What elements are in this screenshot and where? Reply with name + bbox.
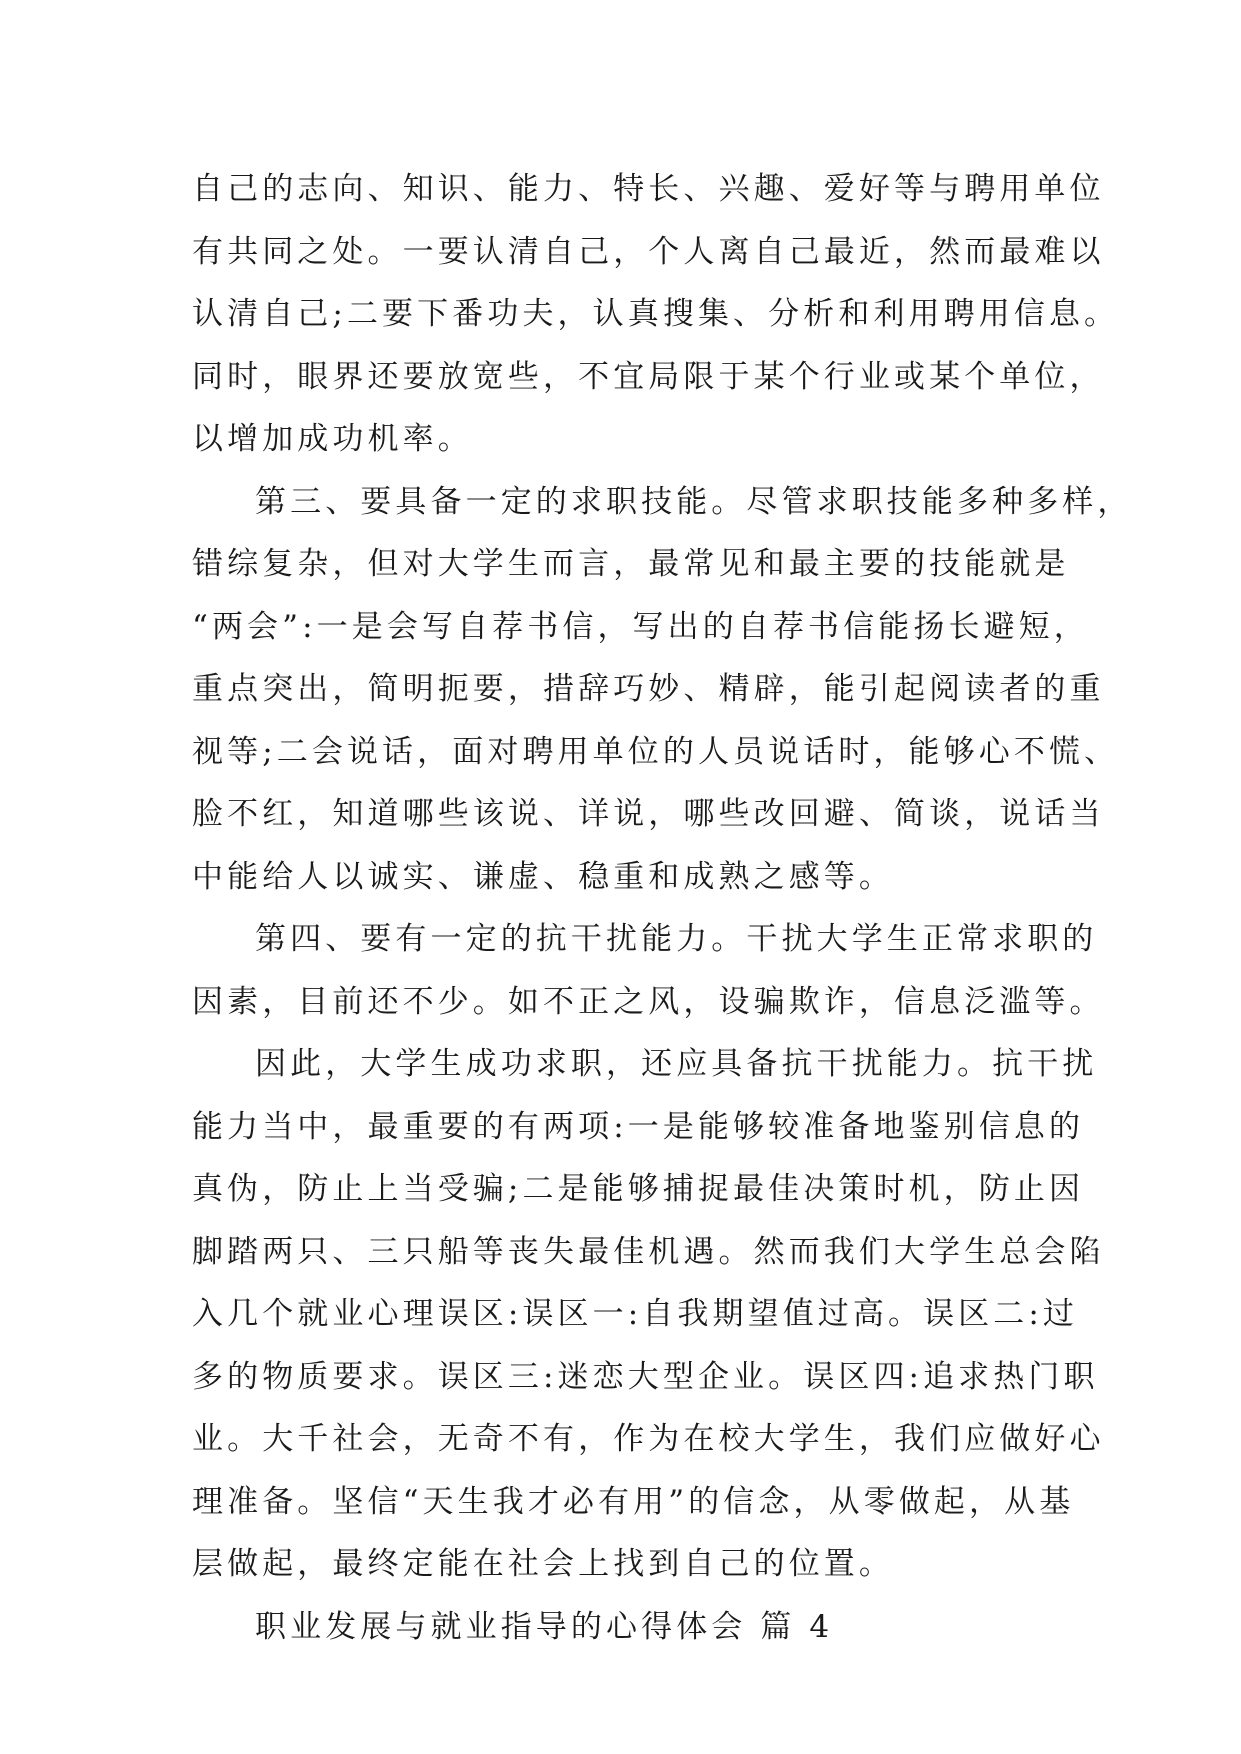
text-line: 入几个就业心理误区:误区一:自我期望值过高。误区二:过 [192,1296,1079,1332]
text-line: 视等;二会说话，面对聘用单位的人员说话时，能够心不慌、 [192,733,1120,770]
text-line: 脚踏两只、三只船等丧失最佳机遇。然而我们大学生总会陷 [192,1233,1105,1270]
text-line: 层做起，最终定能在社会上找到自己的位置。 [192,1546,894,1582]
text-line: 能力当中，最重要的有两项:一是能够较准备地鉴别信息的 [192,1108,1085,1145]
text-line: “两会”:一是会写自荐书信，写出的自荐书信能扬长避短， [192,608,1089,645]
text-line: 错综复杂，但对大学生而言，最常见和最主要的技能就是 [192,546,1070,582]
text-line: 真伪，防止上当受骗;二是能够捕捉最佳决策时机，防止因 [192,1171,1085,1207]
paragraph-start-line: 第三、要具备一定的求职技能。尽管求职技能多种多样， [255,483,1133,520]
text-line: 因素，目前还不少。如不正之风，设骗欺诈，信息泛滥等。 [192,983,1105,1020]
text-line: 多的物质要求。误区三:迷恋大型企业。误区四:追求热门职 [192,1358,1099,1395]
paragraph-start-line: 因此，大学生成功求职，还应具备抗干扰能力。抗干扰 [255,1046,1098,1082]
text-line: 以增加成功机率。 [192,421,473,457]
text-line: 中能给人以诚实、谦虚、稳重和成熟之感等。 [192,858,894,895]
text-line: 同时，眼界还要放宽些，不宜局限于某个行业或某个单位， [192,358,1105,395]
text-line: 业。大千社会，无奇不有，作为在校大学生，我们应做好心 [192,1421,1105,1457]
text-line: 脸不红，知道哪些该说、详说，哪些改回避、简谈，说话当 [192,796,1105,832]
document-body [192,158,1133,1658]
text-line: 自己的志向、知识、能力、特长、兴趣、爱好等与聘用单位 [192,171,1105,207]
text-line: 有共同之处。一要认清自己，个人离自己最近，然而最难以 [192,233,1105,270]
text-line: 重点突出，简明扼要，措辞巧妙、精辟，能引起阅读者的重 [192,671,1105,707]
section-heading: 职业发展与就业指导的心得体会 篇 4 [255,1608,834,1645]
text-line: 理准备。坚信“天生我才必有用”的信念，从零做起，从基 [192,1483,1075,1520]
text-line: 认清自己;二要下番功夫，认真搜集、分析和利用聘用信息。 [192,296,1120,332]
paragraph-start-line: 第四、要有一定的抗干扰能力。干扰大学生正常求职的 [255,921,1098,957]
